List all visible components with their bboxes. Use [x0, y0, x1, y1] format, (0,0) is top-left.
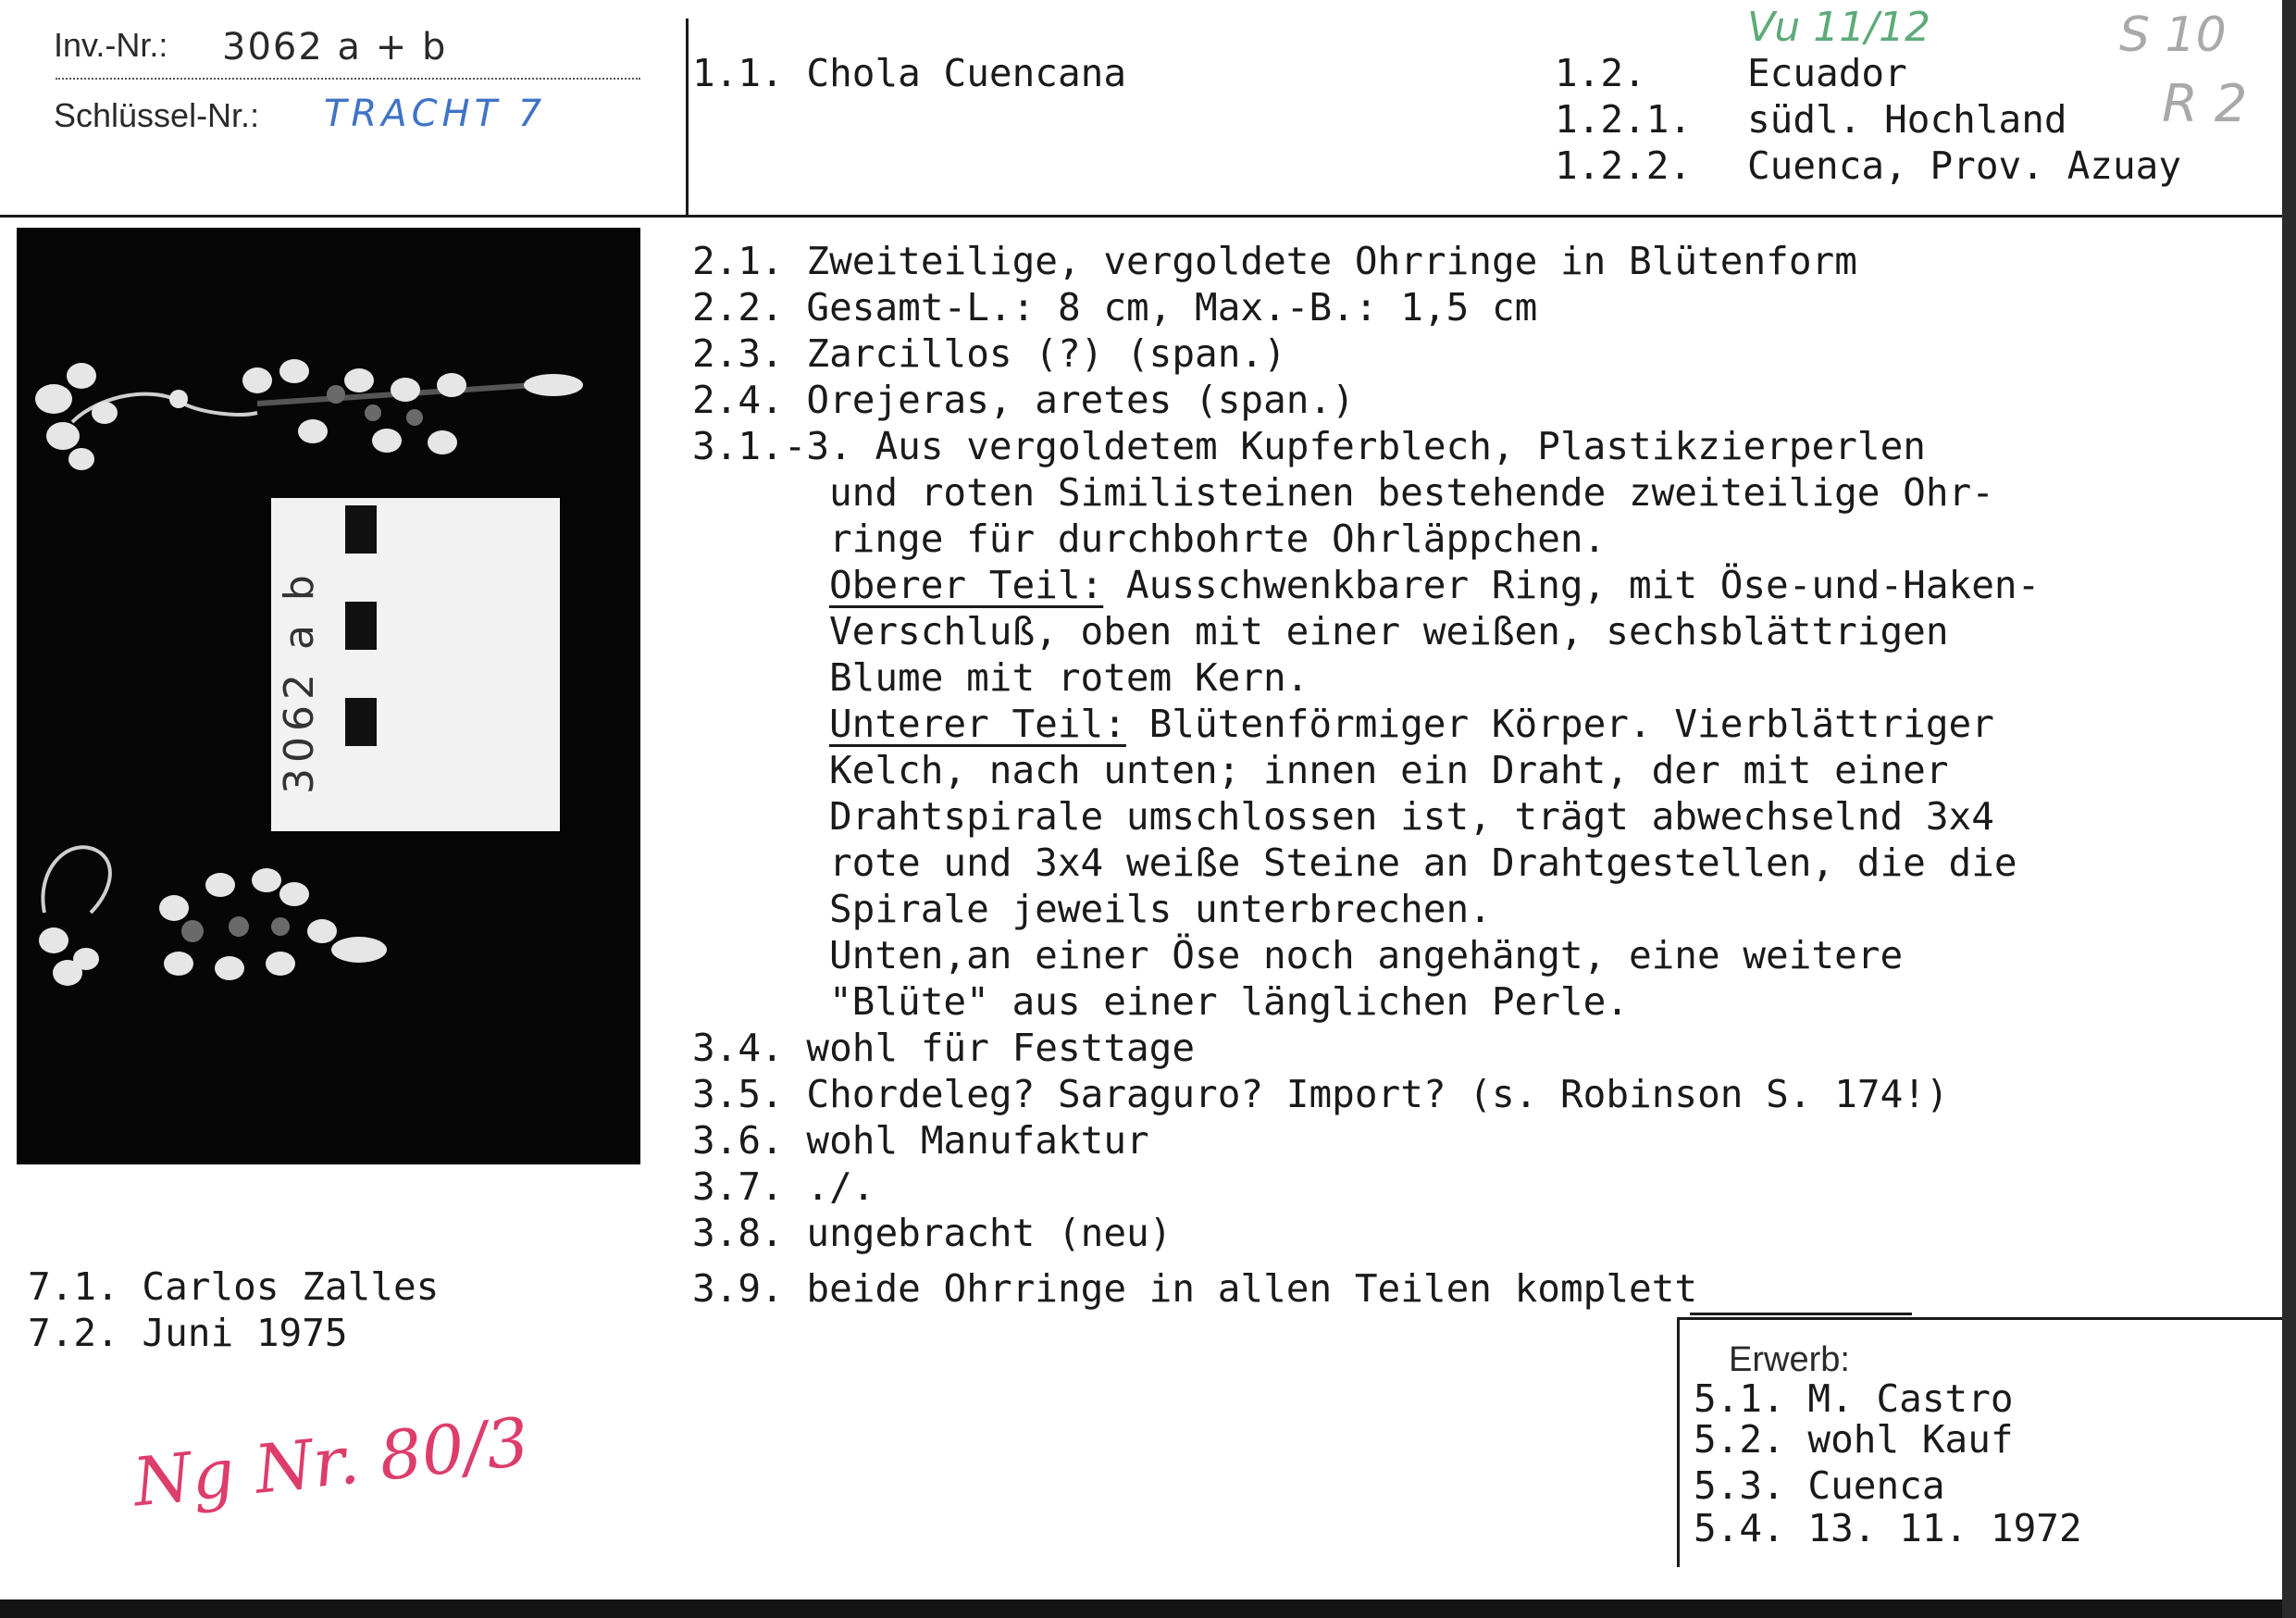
key-value: TRACHT 7 — [324, 93, 547, 135]
line-2-4: 2.4. Orejeras, aretes (span.) — [692, 378, 1355, 422]
acq-title: Erwerb: — [1729, 1340, 1850, 1379]
oberer-2: Verschluß, oben mit einer weißen, sechsblättrigen — [829, 609, 1949, 653]
unterer-2: Kelch, nach unten; innen ein Draht, der mit einer — [829, 748, 1949, 792]
inv-value: 3062 a + b — [222, 26, 448, 68]
neg-note: Ng Nr. 80/3 — [130, 1402, 533, 1522]
oberer-3: Blume mit rotem Kern. — [829, 655, 1309, 700]
line-2-3: 2.3. Zarcillos (?) (span.) — [692, 331, 1286, 376]
line-5-1: 5.1. M. Castro — [1694, 1376, 2014, 1421]
line-5-2: 5.2. wohl Kauf — [1694, 1417, 2014, 1462]
line-5-4: 5.4. 13. 11. 1972 — [1694, 1506, 2082, 1550]
line-3-1b: und roten Similisteinen bestehende zweiteilige Ohr- — [829, 470, 1994, 515]
oberer-teil-rest: Ausschwenkbarer Ring, mit Öse-und-Haken- — [1103, 563, 2041, 607]
line-3-7: 3.7. ./. — [692, 1164, 875, 1209]
unterer-5: Spirale jeweils unterbrechen. — [829, 887, 1492, 931]
line-3-5: 3.5. Chordeleg? Saraguro? Import? (s. Robinson S. 174!) — [692, 1072, 1949, 1116]
inv-label: Inv.-Nr.: — [54, 26, 168, 64]
line-3-8: 3.8. ungebracht (neu) — [692, 1211, 1173, 1255]
line-5-3: 5.3. Cuenca — [1694, 1463, 1945, 1508]
line-3-6: 3.6. wohl Manufaktur — [692, 1118, 1149, 1163]
title-line: 1.1. Chola Cuencana — [692, 51, 1126, 95]
note-s10: S 10 — [2119, 7, 2227, 63]
unterer-teil-line — [829, 701, 1994, 747]
line-3-1: 3.1.-3. Aus vergoldetem Kupferblech, Plastikzierperlen — [692, 424, 1926, 468]
key-label: Schlüssel-Nr.: — [54, 96, 260, 134]
unterer-4: rote und 3x4 weiße Steine an Drahtgestellen, die die — [829, 840, 2017, 885]
unterer-teil-label: Unterer Teil: — [829, 702, 1126, 746]
inv-dotted-line — [56, 78, 640, 80]
loc-1-num: 1.2. — [1555, 51, 1646, 95]
line-3-9-underline — [1690, 1313, 1912, 1315]
unten-2: "Blüte" aus einer länglichen Perle. — [829, 979, 1629, 1024]
line-2-1: 2.1. Zweiteilige, vergoldete Ohrringe in Blütenform — [692, 239, 1857, 283]
loc-3-text: Cuenca, Prov. Azuay — [1747, 143, 2181, 188]
oberer-teil-line — [829, 562, 2040, 608]
object-photo — [17, 228, 640, 1164]
loc-2-num: 1.2.1. — [1555, 97, 1693, 142]
line-7-2: 7.2. Juni 1975 — [28, 1311, 348, 1355]
line-2-2: 2.2. Gesamt-L.: 8 cm, Max.-B.: 1,5 cm — [692, 285, 1538, 330]
line-3-1c: ringe für durchbohrte Ohrläppchen. — [829, 517, 1607, 561]
note-r2: R 2 — [2162, 74, 2248, 134]
photo-label-text: 3062 a b — [276, 569, 323, 794]
earrings-image — [17, 228, 640, 1164]
loc-1-text: Ecuador — [1747, 51, 1907, 95]
oberer-teil-label: Oberer Teil: — [829, 563, 1104, 607]
unterer-teil-rest: Blütenförmiger Körper. Vierblättriger — [1125, 702, 1994, 746]
unten-1: Unten,an einer Öse noch angehängt, eine weitere — [829, 933, 1904, 977]
loc-2-text: südl. Hochland — [1747, 97, 2067, 142]
scan-edge-bottom — [0, 1599, 2296, 1618]
note-green: Vu 11/12 — [1747, 4, 1930, 51]
line-3-4: 3.4. wohl für Festtage — [692, 1026, 1196, 1070]
unterer-3: Drahtspirale umschlossen ist, trägt abwechselnd 3x4 — [829, 794, 1994, 839]
header-divider — [686, 19, 689, 215]
line-3-9: 3.9. beide Ohrringe in allen Teilen komplett — [692, 1266, 1698, 1311]
loc-3-num: 1.2.2. — [1555, 143, 1693, 188]
acq-left-rule — [1677, 1317, 1680, 1567]
header-rule — [0, 215, 2282, 218]
line-7-1: 7.1. Carlos Zalles — [28, 1264, 440, 1309]
scan-edge-right — [2282, 0, 2296, 1618]
acq-top-rule — [1677, 1317, 2282, 1320]
